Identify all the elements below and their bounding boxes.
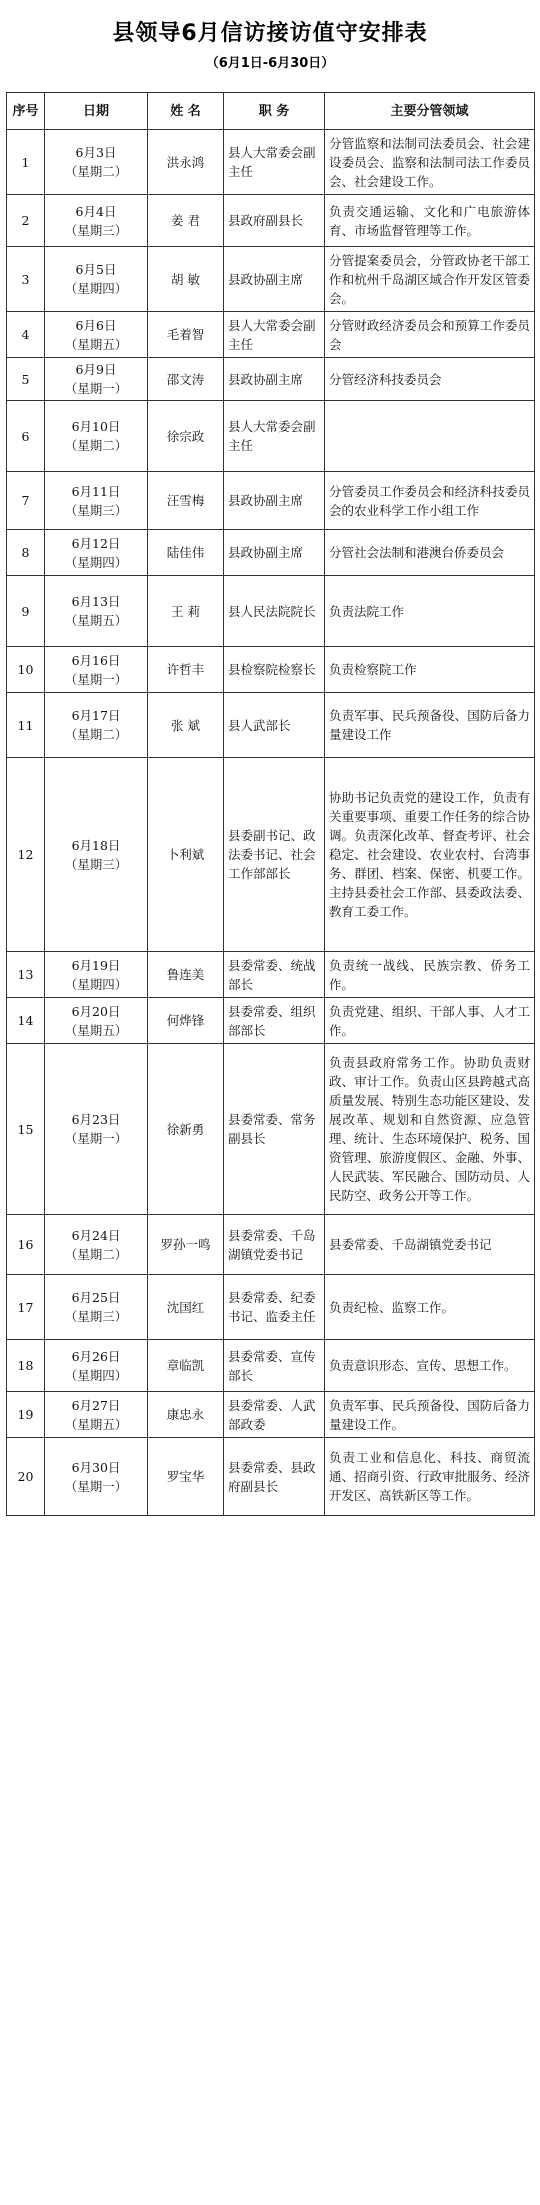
weekday-label: （星期五） <box>64 1416 128 1432</box>
row-responsibility: 分管经济科技委员会 <box>325 358 535 401</box>
table-row <box>7 758 535 952</box>
row-position: 县人民法院院长 <box>224 576 325 647</box>
row-position: 县委常委、组织部部长 <box>224 998 325 1044</box>
date-label: 6月18日 <box>71 837 121 853</box>
row-responsibility: 分管提案委员会，分管政协老干部工作和杭州千岛湖区域合作开发区管委会。 <box>325 247 535 312</box>
date-label: 6月3日 <box>75 145 117 160</box>
row-number: 16 <box>7 1215 45 1275</box>
row-date <box>45 530 148 576</box>
row-person-name: 鲁连美 <box>148 952 224 998</box>
table-row <box>7 530 535 576</box>
row-person-name: 罗孙一鸣 <box>148 1215 224 1275</box>
row-number: 4 <box>7 312 45 358</box>
row-date <box>45 952 148 998</box>
row-number: 10 <box>7 647 45 693</box>
row-number: 5 <box>7 358 45 401</box>
weekday-label: （星期三） <box>64 222 128 238</box>
row-position: 县委常委、人武部政委 <box>224 1392 325 1438</box>
row-date <box>45 1340 148 1392</box>
row-responsibility: 负责县政府常务工作。协助负责财政、审计工作。负责山区县跨越式高质量发展、特别生态功能区建设、发展改革、规划和自然资源、应急管理、统计、生态环境保护、税务、国资管理、旅游度假区、金融、外事、人民武装、军民融合、国防动员、人民防空、政务公开等工作。 <box>325 1044 535 1215</box>
row-position: 县人大常委会副主任 <box>224 401 325 472</box>
row-person-name: 陆佳伟 <box>148 530 224 576</box>
table-row <box>7 576 535 647</box>
table-row <box>7 998 535 1044</box>
header-name: 姓 名 <box>148 93 224 130</box>
row-date <box>45 247 148 312</box>
row-person-name: 毛着智 <box>148 312 224 358</box>
row-responsibility: 负责党建、组织、干部人事、人才工作。 <box>325 998 535 1044</box>
row-position: 县委常委、统战部长 <box>224 952 325 998</box>
row-position: 县政协副主席 <box>224 472 325 530</box>
page-subtitle: （6月1日-6月30日） <box>205 56 335 71</box>
row-position: 县政协副主席 <box>224 358 325 401</box>
row-person-name: 卜利斌 <box>148 758 224 952</box>
row-person-name: 许哲丰 <box>148 647 224 693</box>
table-row <box>7 401 535 472</box>
table-row <box>7 1275 535 1340</box>
row-position: 县委常委、宣传部长 <box>224 1340 325 1392</box>
weekday-label: （星期三） <box>64 502 128 518</box>
row-responsibility: 负责纪检、监察工作。 <box>325 1275 535 1340</box>
weekday-label: （星期三） <box>64 1309 128 1324</box>
table-row <box>7 247 535 312</box>
weekday-label: （星期四） <box>64 1367 128 1383</box>
row-date <box>45 130 148 195</box>
date-label: 6月9日 <box>75 362 117 377</box>
date-label: 6月17日 <box>71 708 121 723</box>
row-person-name: 何烨锋 <box>148 998 224 1044</box>
weekday-label: （星期四） <box>64 281 128 296</box>
row-number: 6 <box>7 401 45 472</box>
weekday-label: （星期五） <box>64 336 128 352</box>
row-date <box>45 472 148 530</box>
table-row <box>7 1392 535 1438</box>
table-row <box>7 693 535 758</box>
table-row <box>7 1438 535 1516</box>
row-date <box>45 195 148 247</box>
table-row <box>7 358 535 401</box>
row-responsibility: 负责意识形态、宣传、思想工作。 <box>325 1340 535 1392</box>
row-person-name: 王 莉 <box>148 576 224 647</box>
row-number: 12 <box>7 758 45 952</box>
row-responsibility: 分管社会法制和港澳台侨委员会 <box>325 530 535 576</box>
row-date <box>45 998 148 1044</box>
row-date <box>45 693 148 758</box>
table-body <box>7 130 535 1516</box>
row-position: 县委常委、县政府副县长 <box>224 1438 325 1516</box>
header-no: 序号 <box>7 93 45 130</box>
row-responsibility: 协助书记负责党的建设工作，负责有关重要事项、重要工作任务的综合协调。负责深化改革、督查考评、社会稳定、社会建设、农业农村、台湾事务、群团、档案、保密、机要工作。主持县委社会工作部、县委政法委、教育工委工作。 <box>325 758 535 952</box>
row-date <box>45 312 148 358</box>
table-row <box>7 1044 535 1215</box>
row-number: 3 <box>7 247 45 312</box>
row-person-name: 姜 君 <box>148 195 224 247</box>
row-person-name: 罗宝华 <box>148 1438 224 1516</box>
row-person-name: 汪雪梅 <box>148 472 224 530</box>
row-number: 19 <box>7 1392 45 1438</box>
date-label: 6月12日 <box>71 535 121 551</box>
row-responsibility: 负责交通运输、文化和广电旅游体育、市场监督管理等工作。 <box>325 195 535 247</box>
row-person-name: 徐宗政 <box>148 401 224 472</box>
row-position: 县政府副县长 <box>224 195 325 247</box>
header-date: 日期 <box>45 93 148 130</box>
date-label: 6月19日 <box>71 957 121 973</box>
table-header-row <box>7 93 535 130</box>
date-label: 6月5日 <box>75 262 117 277</box>
row-number: 17 <box>7 1275 45 1340</box>
row-person-name: 康忠永 <box>148 1392 224 1438</box>
row-person-name: 徐新勇 <box>148 1044 224 1215</box>
row-position: 县政协副主席 <box>224 247 325 312</box>
date-label: 6月24日 <box>71 1227 121 1243</box>
row-person-name: 章临凯 <box>148 1340 224 1392</box>
row-person-name: 洪永鸿 <box>148 130 224 195</box>
row-number: 7 <box>7 472 45 530</box>
date-label: 6月11日 <box>71 483 121 499</box>
row-date <box>45 1215 148 1275</box>
row-responsibility <box>325 401 535 472</box>
table-row <box>7 1340 535 1392</box>
row-person-name: 胡 敏 <box>148 247 224 312</box>
weekday-label: （星期三） <box>64 856 128 872</box>
row-responsibility: 负责法院工作 <box>325 576 535 647</box>
row-date <box>45 1392 148 1438</box>
weekday-label: （星期一） <box>64 1478 128 1494</box>
header-area: 主要分管领域 <box>325 93 535 130</box>
row-position: 县委常委、千岛湖镇党委书记 <box>224 1215 325 1275</box>
date-label: 6月27日 <box>71 1397 121 1413</box>
row-position: 县委常委、纪委书记、监委主任 <box>224 1275 325 1340</box>
row-date <box>45 647 148 693</box>
row-responsibility: 负责检察院工作 <box>325 647 535 693</box>
weekday-label: （星期五） <box>64 1022 128 1038</box>
table-row <box>7 1215 535 1275</box>
row-number: 18 <box>7 1340 45 1392</box>
date-label: 6月4日 <box>75 203 117 219</box>
date-label: 6月20日 <box>71 1003 121 1019</box>
row-responsibility: 负责军事、民兵预备役、国防后备力量建设工作。 <box>325 1392 535 1438</box>
row-date <box>45 1438 148 1516</box>
weekday-label: （星期二） <box>64 1246 128 1262</box>
table-row <box>7 647 535 693</box>
weekday-label: （星期四） <box>64 976 128 992</box>
date-label: 6月26日 <box>71 1348 121 1364</box>
weekday-label: （星期二） <box>64 438 128 453</box>
row-date <box>45 758 148 952</box>
row-position: 县人大常委会副主任 <box>224 130 325 195</box>
date-label: 6月16日 <box>71 652 121 668</box>
table-row <box>7 312 535 358</box>
date-label: 6月23日 <box>71 1112 121 1127</box>
row-responsibility: 分管财政经济委员会和预算工作委员会 <box>325 312 535 358</box>
weekday-label: （星期五） <box>64 613 128 628</box>
row-date <box>45 576 148 647</box>
row-position: 县政协副主席 <box>224 530 325 576</box>
weekday-label: （星期四） <box>64 554 128 570</box>
table-row <box>7 130 535 195</box>
date-label: 6月6日 <box>75 317 117 333</box>
row-responsibility: 负责统一战线、民族宗教、侨务工作。 <box>325 952 535 998</box>
page-title: 县领导6月信访接访值守安排表 <box>112 21 428 46</box>
row-date <box>45 1044 148 1215</box>
row-person-name: 邵文涛 <box>148 358 224 401</box>
table-row <box>7 472 535 530</box>
date-label: 6月30日 <box>71 1459 121 1475</box>
date-label: 6月25日 <box>71 1290 121 1305</box>
row-number: 14 <box>7 998 45 1044</box>
table-row <box>7 195 535 247</box>
row-date <box>45 401 148 472</box>
row-responsibility: 县委常委、千岛湖镇党委书记 <box>325 1215 535 1275</box>
row-responsibility: 分管委员工作委员会和经济科技委员会的农业科学工作小组工作 <box>325 472 535 530</box>
duty-schedule-table <box>6 92 535 1516</box>
weekday-label: （星期一） <box>64 381 128 396</box>
row-number: 8 <box>7 530 45 576</box>
row-position: 县委副书记、政法委书记、社会工作部部长 <box>224 758 325 952</box>
row-position: 县人大常委会副主任 <box>224 312 325 358</box>
row-number: 15 <box>7 1044 45 1215</box>
row-date <box>45 358 148 401</box>
row-person-name: 沈国红 <box>148 1275 224 1340</box>
date-label: 6月13日 <box>71 594 121 609</box>
weekday-label: （星期二） <box>64 727 128 742</box>
row-number: 20 <box>7 1438 45 1516</box>
row-position: 县委常委、常务副县长 <box>224 1044 325 1215</box>
table-row <box>7 952 535 998</box>
row-responsibility: 分管监察和法制司法委员会、社会建设委员会、监察和法制司法工作委员会、社会建设工作。 <box>325 130 535 195</box>
row-position: 县人武部长 <box>224 693 325 758</box>
row-number: 2 <box>7 195 45 247</box>
weekday-label: （星期二） <box>64 164 128 179</box>
row-number: 9 <box>7 576 45 647</box>
row-date <box>45 1275 148 1340</box>
weekday-label: （星期一） <box>64 1131 128 1146</box>
row-responsibility: 负责工业和信息化、科技、商贸流通、招商引资、行政审批服务、经济开发区、高铁新区等工作。 <box>325 1438 535 1516</box>
row-number: 11 <box>7 693 45 758</box>
row-number: 1 <box>7 130 45 195</box>
row-responsibility: 负责军事、民兵预备役、国防后备力量建设工作 <box>325 693 535 758</box>
header-post: 职 务 <box>224 93 325 130</box>
row-number: 13 <box>7 952 45 998</box>
date-label: 6月10日 <box>71 419 121 434</box>
row-person-name: 张 斌 <box>148 693 224 758</box>
weekday-label: （星期一） <box>64 671 128 687</box>
row-position: 县检察院检察长 <box>224 647 325 693</box>
